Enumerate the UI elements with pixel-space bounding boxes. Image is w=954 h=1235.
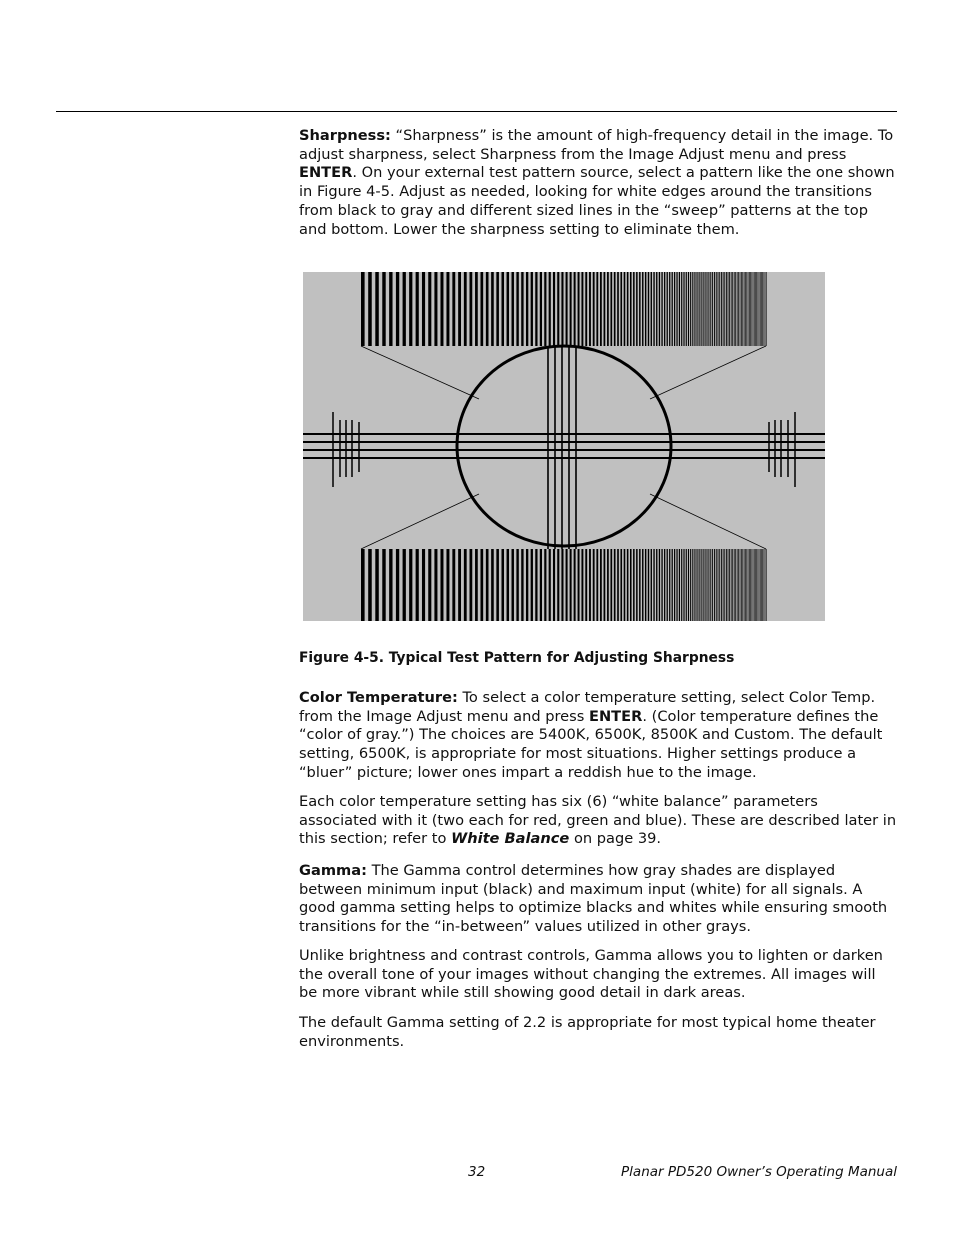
bottom-sweep-bar [651,549,652,621]
sharpness-text-1: “Sharpness” is the amount of high-frequency detail in the image. To adjust sharpness, select Sharpness from the Image Adjust menu and press [299,127,894,163]
top-sweep-bar [535,272,537,346]
bottom-sweep-bar [600,549,602,621]
top-sweep-bar [737,272,738,346]
top-sweep-bar [368,272,372,346]
top-sweep-bar [604,272,606,346]
top-sweep-bar [480,272,483,346]
top-sweep-bar [574,272,576,346]
top-sweep-bar [452,272,455,346]
top-sweep-bar [758,272,759,346]
bottom-sweep-bar [557,549,559,621]
bottom-sweep-bar [607,549,609,621]
top-sweep-bar [762,272,763,346]
sharpness-test-pattern [303,272,825,621]
top-sweep-bar [382,272,385,346]
bottom-sweep-bar [674,549,675,621]
bottom-sweep-bar [744,549,745,621]
gamma-label: Gamma: [299,862,367,879]
top-sweep-bar [491,272,494,346]
bottom-sweep-bar [758,549,759,621]
bottom-sweep-bar [574,549,576,621]
top-sweep-bar [681,272,682,346]
top-sweep-bar [712,272,713,346]
top-sweep-bar [719,272,720,346]
bottom-sweep-bar [745,549,746,621]
top-sweep-bar [674,272,675,346]
white-balance-paragraph [299,793,897,849]
top-sweep-bar [745,272,746,346]
bottom-sweep-bar [764,549,765,621]
bottom-sweep-bar [553,549,555,621]
bottom-sweep-bar [710,549,711,621]
bottom-sweep-bar [585,549,587,621]
top-sweep-bar [446,272,449,346]
gamma-text-2: Unlike brightness and contrast controls, Gamma allows you to lighten or darken the overall tone of your images without changing the extremes. All images will be more vibrant while still showing good detail in dark areas. [299,947,883,1002]
bottom-sweep-bar [714,549,715,621]
top-sweep-bar [761,272,762,346]
bottom-sweep-bar [368,549,372,621]
top-sweep-bar [764,272,765,346]
top-sweep-bar [656,272,657,346]
top-sweep-bar [755,272,756,346]
top-sweep-bar [585,272,587,346]
bottom-sweep-bar [501,549,504,621]
top-sweep-bar [416,272,419,346]
bottom-sweep-bar [620,549,622,621]
top-sweep-bar [617,272,619,346]
bottom-sweep-bar [721,549,722,621]
bottom-sweep-bar [409,549,412,621]
top-sweep-bar [676,272,677,346]
bottom-sweep-bar [699,549,700,621]
top-sweep-bar [716,272,717,346]
top-sweep-bar [645,272,646,346]
bottom-sweep-bar [617,549,619,621]
top-sweep-bar [409,272,412,346]
bottom-sweep-bar [375,549,378,621]
bottom-sweep-bar [676,549,677,621]
bottom-sweep-bar [458,549,461,621]
top-sweep-bar [636,272,637,346]
top-sweep-bar [760,272,761,346]
top-sweep-bar [752,272,753,346]
bottom-sweep-bar [382,549,385,621]
bottom-sweep-bar [648,549,649,621]
top-sweep-bar [589,272,591,346]
top-sweep-bar [728,272,729,346]
gamma-text-3: The default Gamma setting of 2.2 is appropriate for most typical home theater environments. [299,1014,876,1050]
gamma-text: The Gamma control determines how gray shades are displayed between minimum input (black) and maximum input (white) for all signals. A good gamma setting helps to optimize blacks and whites while ensuring smooth transitions for the “in-between” values utilized in other grays. [299,862,888,936]
bottom-sweep-bar [610,549,612,621]
bottom-sweep-bar [627,549,629,621]
bottom-sweep-bar [470,549,473,621]
bottom-sweep-bar [633,549,635,621]
sharpness-text-2: . On your external test pattern source, select a pattern like the one shown in Figure 4-5. Adjust as needed, looking for white edges around the transitions from black to gray and different sized lines in the “sweep” patterns at the top and bottom. Lower the sharpness setting to eliminate them. [299,164,895,238]
color-temperature-text-2: . (Color temperature defines the “color of gray.”) The choices are 5400K, 6500K, 8500K and Custom. The default setting, 6500K, is appropriate for most situations. Higher settings produce a “bluer” picture; lower ones impart a reddish hue to the image. [299,707,883,781]
bottom-sweep-bar [734,549,735,621]
bottom-sweep-bar [697,549,698,621]
bottom-sweep-bar [703,549,704,621]
top-sweep-bar [610,272,612,346]
top-sweep-bar [361,272,365,346]
top-sweep-bar [714,272,715,346]
bottom-sweep-bar [653,549,654,621]
bottom-sweep-bar [389,549,392,621]
bottom-sweep-bar [521,549,523,621]
bottom-sweep-bar [656,549,657,621]
top-sweep-bar [521,272,523,346]
top-sweep-bar [516,272,518,346]
bottom-sweep-bar [723,549,724,621]
top-sweep-bar [724,272,725,346]
bottom-sweep-bar [719,549,720,621]
top-sweep-bar [661,272,662,346]
top-sweep-bar [749,272,750,346]
bottom-sweep-bar [718,549,719,621]
top-sweep-bar [701,272,702,346]
bottom-sweep-bar [516,549,518,621]
bottom-sweep-bar [566,549,568,621]
top-sweep-bar [697,272,698,346]
sharpness-label: Sharpness: [299,127,391,144]
top-sweep-bar [723,272,724,346]
bottom-sweep-bar [708,549,709,621]
top-sweep-bar [620,272,622,346]
bottom-sweep-bar [762,549,763,621]
top-sweep-bar [738,272,739,346]
bottom-sweep-bar [596,549,598,621]
page-number: 32 [468,1164,486,1180]
top-sweep-bar [600,272,602,346]
top-sweep-bar [553,272,555,346]
top-sweep-bar [659,272,660,346]
bottom-sweep-bar [434,549,437,621]
top-sweep-bar [686,272,687,346]
bottom-sweep-bar [765,549,766,621]
top-sweep-bar [766,272,767,346]
top-sweep-bar [694,272,695,346]
bottom-sweep-bar [636,549,637,621]
bottom-sweep-bar [512,549,514,621]
top-sweep-bar [690,272,691,346]
bottom-sweep-bar [614,549,616,621]
top-sweep-bar [705,272,706,346]
bottom-sweep-bar [686,549,687,621]
top-sweep-bar [396,272,399,346]
bottom-sweep-bar [735,549,736,621]
bottom-sweep-bar [593,549,595,621]
bottom-sweep-bar [642,549,643,621]
bottom-sweep-bar [716,549,717,621]
bottom-sweep-bar [661,549,662,621]
bottom-sweep-bar [766,549,767,621]
color-temperature-label: Color Temperature: [299,689,458,706]
top-sweep-bar [633,272,635,346]
top-sweep-bar [470,272,473,346]
bottom-sweep-bar [681,549,682,621]
bottom-sweep-bar [361,549,365,621]
bottom-sweep-bar [731,549,732,621]
top-sweep-bar [726,272,727,346]
bottom-sweep-bar [526,549,528,621]
bottom-sweep-bar [422,549,425,621]
bottom-sweep-bar [440,549,443,621]
top-sweep-bar [754,272,755,346]
top-sweep-bar [734,272,735,346]
top-sweep-bar [526,272,528,346]
gamma-paragraph-3 [299,1014,897,1051]
bottom-sweep-bar [486,549,489,621]
bottom-sweep-bar [728,549,729,621]
bottom-sweep-bar [549,549,551,621]
top-sweep-bar [596,272,598,346]
top-sweep-bar [531,272,533,346]
bottom-sweep-bar [761,549,762,621]
bottom-sweep-bar [690,549,691,621]
bottom-sweep-bar [659,549,660,621]
bottom-sweep-bar [760,549,761,621]
bottom-sweep-bar [701,549,702,621]
bottom-sweep-bar [452,549,455,621]
top-sweep-bar [703,272,704,346]
bottom-sweep-bar [738,549,739,621]
top-sweep-bar [642,272,643,346]
bottom-sweep-bar [428,549,431,621]
white-balance-link[interactable]: White Balance [451,830,570,848]
top-sweep-bar [718,272,719,346]
bottom-sweep-bar [630,549,632,621]
bottom-sweep-bar [464,549,467,621]
bottom-sweep-bar [403,549,406,621]
bottom-sweep-bar [748,549,749,621]
top-sweep-bar [593,272,595,346]
top-sweep-bar [475,272,478,346]
bottom-sweep-bar [578,549,580,621]
top-sweep-bar [440,272,443,346]
top-sweep-bar [648,272,649,346]
top-sweep-bar [735,272,736,346]
top-sweep-bar [679,272,680,346]
top-sweep-bar [512,272,514,346]
bottom-sweep-bar [496,549,499,621]
bottom-sweep-bar [737,549,738,621]
top-sweep-bar [756,272,757,346]
bottom-sweep-bar [755,549,756,621]
bottom-sweep-bar [753,549,754,621]
top-sweep-bar [544,272,546,346]
bottom-sweep-bar [752,549,753,621]
top-sweep-bar [496,272,499,346]
top-sweep-bar [710,272,711,346]
top-sweep-bar [721,272,722,346]
top-sweep-bar [639,272,640,346]
top-sweep-bar [403,272,406,346]
bottom-sweep-bar [724,549,725,621]
top-sweep-bar [688,272,689,346]
top-sweep-bar [750,272,751,346]
manual-title: Planar PD520 Owner’s Operating Manual [621,1164,897,1180]
top-sweep-bar [627,272,629,346]
top-sweep-bar [486,272,489,346]
white-balance-text-2: on page 39. [569,830,662,848]
top-sweep-bar [699,272,700,346]
top-sweep-bar [607,272,609,346]
top-sweep-bar [744,272,745,346]
bottom-sweep-bar [726,549,727,621]
bottom-sweep-bar [480,549,483,621]
bottom-sweep-bar [741,549,742,621]
top-sweep-bar [561,272,563,346]
top-sweep-bar [501,272,504,346]
top-sweep-bar [731,272,732,346]
bottom-sweep-bar [694,549,695,621]
bottom-sweep-bar [604,549,606,621]
bottom-sweep-bar [679,549,680,621]
bottom-sweep-bar [507,549,509,621]
top-sweep-bar [729,272,730,346]
top-sweep-bar [692,272,693,346]
bottom-sweep-bar [639,549,640,621]
top-sweep-bar [566,272,568,346]
top-sweep-bar [748,272,749,346]
bottom-sweep-bar [396,549,399,621]
top-sweep-bar [630,272,632,346]
top-sweep-bar [732,272,733,346]
top-sweep-bar [507,272,509,346]
top-sweep-bar [614,272,616,346]
bottom-sweep-bar [729,549,730,621]
bottom-sweep-bar [491,549,494,621]
sharpness-paragraph [299,127,897,239]
top-sweep-bar [664,272,665,346]
top-sweep-bar [570,272,572,346]
bottom-sweep-bar [544,549,546,621]
white-balance-text-1: Each color temperature setting has six (6) “white balance” parameters associated with it (two each for red, green and blue). These are described later in this section; refer to [299,793,897,848]
top-sweep-bar [683,272,684,346]
top-sweep-bar [740,272,741,346]
top-sweep-bar [765,272,766,346]
bottom-sweep-bar [581,549,583,621]
bottom-sweep-bar [531,549,533,621]
bottom-sweep-bar [664,549,665,621]
bottom-sweep-bar [759,549,760,621]
top-sweep-bar [557,272,559,346]
figure-caption: Figure 4-5. Typical Test Pattern for Adjusting Sharpness [299,650,735,666]
top-sweep-bar [581,272,583,346]
bottom-sweep-bar [624,549,626,621]
gamma-paragraph-2 [299,947,897,1003]
top-sweep-bar [667,272,668,346]
bottom-sweep-bar [740,549,741,621]
bottom-sweep-bar [750,549,751,621]
top-sweep-bar [741,272,742,346]
top-sweep-bar [742,272,743,346]
top-sweep-bar [759,272,760,346]
bottom-sweep-bar [672,549,673,621]
top-sweep-bar [651,272,652,346]
bottom-sweep-bar [561,549,563,621]
gamma-paragraph [299,862,897,937]
bottom-sweep-bar [692,549,693,621]
bottom-sweep-bar [754,549,755,621]
top-sweep-bar [669,272,670,346]
bottom-sweep-bar [746,549,747,621]
bottom-sweep-bar [446,549,449,621]
top-sweep-bar [422,272,425,346]
enter-key-1: ENTER [299,164,353,182]
bottom-sweep-bar [475,549,478,621]
bottom-sweep-bar [540,549,542,621]
bottom-sweep-bar [688,549,689,621]
bottom-sweep-bar [683,549,684,621]
bottom-sweep-bar [742,549,743,621]
bottom-sweep-bar [570,549,572,621]
bottom-sweep-bar [707,549,708,621]
top-sweep-bar [375,272,378,346]
top-sweep-bar [672,272,673,346]
top-sweep-bar [624,272,626,346]
enter-key-2: ENTER [589,707,643,725]
color-temperature-text-1: To select a color temperature setting, select Color Temp. from the Image Adjust menu and press [299,689,876,725]
top-sweep-bar [458,272,461,346]
top-sweep-bar [434,272,437,346]
color-temperature-paragraph [299,689,897,783]
top-sweep-bar [549,272,551,346]
top-sweep-bar [708,272,709,346]
top-sweep-bar [540,272,542,346]
bottom-sweep-bar [645,549,646,621]
bottom-sweep-bar [732,549,733,621]
bottom-sweep-bar [416,549,419,621]
bottom-sweep-bar [669,549,670,621]
top-sweep-bar [746,272,747,346]
bottom-sweep-bar [756,549,757,621]
bottom-sweep-bar [749,549,750,621]
top-sweep-bar [753,272,754,346]
top-sweep-bar [464,272,467,346]
top-sweep-bar [578,272,580,346]
top-sweep-bar [389,272,392,346]
bottom-sweep-bar [535,549,537,621]
top-sweep-bar [653,272,654,346]
bottom-sweep-bar [667,549,668,621]
top-sweep-bar [428,272,431,346]
bottom-sweep-bar [705,549,706,621]
header-rule [56,111,897,112]
bottom-sweep-bar [712,549,713,621]
top-sweep-bar [707,272,708,346]
bottom-sweep-bar [589,549,591,621]
